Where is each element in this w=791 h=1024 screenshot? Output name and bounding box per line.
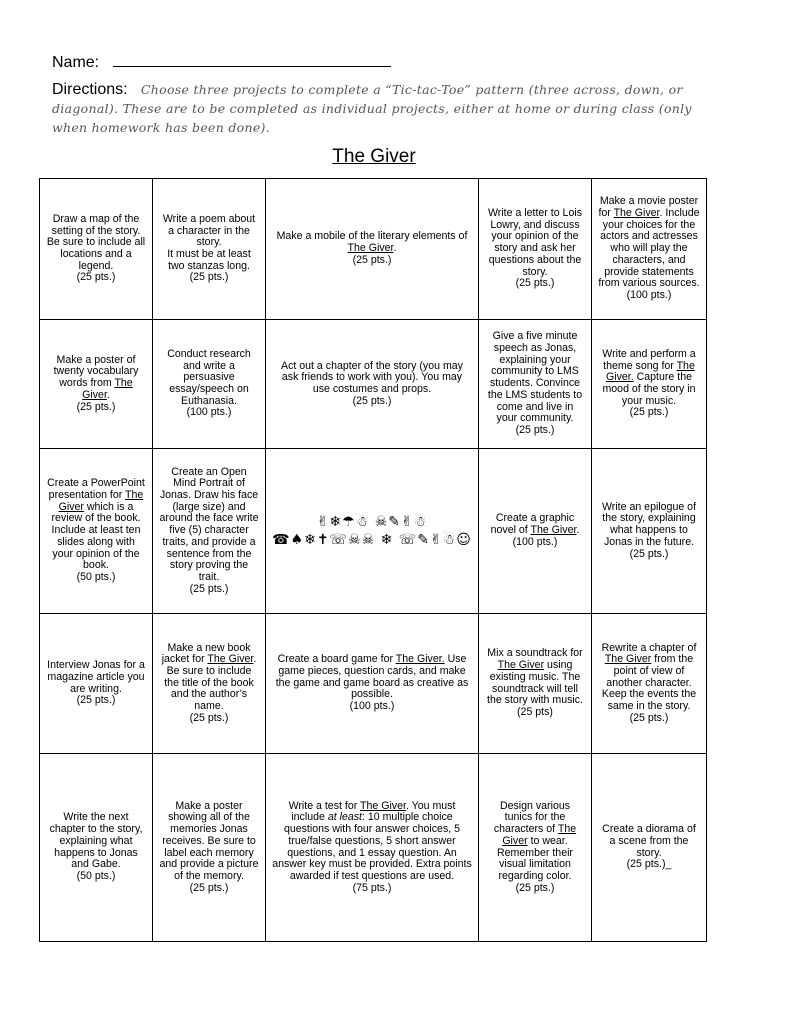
grid-cell-r2-c2 — [153, 320, 266, 449]
book-title-text: The Giver — [530, 524, 577, 537]
grid-cell-r2-c4 — [479, 320, 592, 449]
cell-text: (25 pts.) — [76, 400, 116, 413]
cell-text: (50 pts.) — [76, 570, 116, 583]
cell-text: (50 pts.) — [76, 869, 116, 882]
grid-cell-r1-c2 — [153, 179, 266, 320]
cell-text: Act out a chapter of the story (you may ask friends to work with you). You may use costumes and props. — [281, 359, 463, 395]
cell-text: It must be at least two stanzas long. — [167, 248, 251, 272]
grid-cell-r4-c5 — [592, 614, 707, 754]
name-label: Name: — [52, 54, 100, 71]
cell-text: ✌❄☂☃ ☠✎✌☃ — [316, 514, 428, 530]
directions-text: Choose three projects to complete a “Tic-tac-Toe” pattern (three across, down, or diagonal). These are to be completed as individual projects, either at home or during class (only when homework has been done). — [52, 82, 692, 135]
cell-text: . Include your choices for the actors and actresses who will play the characters, and provide statements from various sources. — [598, 207, 700, 290]
grid-cell-r3-c2 — [153, 449, 266, 614]
book-title-text: The Giver — [58, 489, 144, 513]
cell-text: Make a new book jacket for — [161, 641, 251, 666]
grid-cell-r5-c5 — [592, 754, 707, 942]
cell-text: Mix a soundtrack for — [487, 647, 583, 660]
cell-text: Design various tunics for the characters of — [493, 799, 571, 836]
cell-text: Create a board game for — [277, 653, 396, 666]
grid-cell-r5-c2 — [153, 754, 266, 942]
cell-text: using existing music. The soundtrack will tell the story with music. — [487, 659, 583, 707]
cell-text: Give a five minute speech as Jonas, explaining your community to LMS students. Convince the LMS students to come and live in your community. — [487, 330, 583, 425]
cell-text: Write an epilogue of the story, explaining what happens to Jonas in the future. — [601, 500, 697, 548]
cell-text: (100 pts.) — [349, 700, 395, 713]
book-title-text: The Giver — [347, 242, 394, 255]
book-title-text: The Giver — [360, 799, 406, 812]
cell-text: ☎♠❄✝☏☠☠ ❄ ☏✎✌☃☺ — [272, 532, 472, 548]
cell-text: (25 pts) — [517, 705, 553, 718]
cell-text: (100 pts.) — [626, 288, 672, 301]
grid-cell-r2-c5 — [592, 320, 707, 449]
book-title-text: The Giver — [82, 377, 133, 401]
grid-row — [40, 614, 707, 754]
grid-cell-r3-c1 — [40, 449, 153, 614]
book-title-text: The Giver — [604, 653, 652, 666]
cell-text: (25 pts.) — [515, 881, 555, 894]
tic-tac-toe-grid — [39, 178, 707, 942]
cell-text: (25 pts.) — [189, 582, 229, 595]
cell-text: . Be sure to include the title of the book and the author’s name. — [164, 653, 257, 713]
cell-text: (25 pts.) — [189, 711, 229, 724]
cell-text: (25 pts.) — [629, 711, 669, 724]
cell-text: . — [576, 524, 580, 537]
name-line[interactable] — [113, 52, 391, 67]
grid-cell-r4-c2 — [153, 614, 266, 754]
cell-text: from the point of view of another character. Keep the events the same in the story. — [601, 653, 697, 713]
book-title-text: The Giver — [207, 653, 254, 666]
book-title-text: The Giver. — [395, 653, 445, 666]
cell-text: which is a review of the book. Include at least ten slides along with your opinion of the book. — [51, 500, 141, 572]
page-title: The Giver — [332, 146, 416, 167]
cell-text: Write a poem about a character in the story. — [162, 212, 256, 249]
grid-cell-r2-c3 — [266, 320, 479, 449]
grid-cell-r4-c4 — [479, 614, 592, 754]
cell-text: (25 pts.) — [515, 423, 555, 436]
cell-text: : 10 multiple choice questions with four answer choices, 5 true/false questions, 5 short answer questions, and 1 essay question. An answer key must be provided. Extra points awarded if test questions are used. — [272, 811, 472, 882]
cell-text: Draw a map of the setting of the story. Be sure to include all locations and a legend. — [46, 212, 146, 272]
book-title-text: The Giver — [497, 659, 545, 672]
book-title-text: The Giver — [502, 823, 577, 847]
cell-text: Write and perform a theme song for — [602, 347, 696, 372]
name-row — [52, 52, 391, 72]
cell-text: at least — [327, 811, 362, 824]
grid-cell-r4-c3 — [266, 614, 479, 754]
cell-text: (25 pts.) — [515, 277, 555, 290]
grid-cell-r1-c5 — [592, 179, 707, 320]
book-title-text: The Giver. — [606, 359, 695, 384]
grid-cell-r1-c1 — [40, 179, 153, 320]
grid-cell-r5-c1 — [40, 754, 153, 942]
cell-text: (25 pts.) — [629, 406, 669, 419]
cell-text: Make a poster showing all of the memories Jonas receives. Be sure to label each memory and provide a picture of the memory. — [159, 799, 259, 882]
cell-text: Rewrite a chapter of — [601, 641, 697, 654]
grid-cell-r1-c4 — [479, 179, 592, 320]
grid-cell-r3-c5 — [592, 449, 707, 614]
cell-text: Create a graphic novel of — [490, 512, 575, 537]
cell-text: . You must include — [291, 799, 456, 824]
directions-label: Directions: — [52, 81, 128, 98]
cell-text: to wear. Remember their visual limitation regarding color. — [497, 834, 573, 882]
cell-text: (25 pts.) — [189, 271, 229, 284]
cell-text: (25 pts.) — [76, 694, 116, 707]
grid-cell-r1-c3 — [266, 179, 479, 320]
cell-text: Write a test for — [288, 799, 360, 812]
cell-text: (25 pts.) — [352, 394, 392, 407]
cell-text: Make a movie poster for — [598, 195, 699, 220]
cell-text: (25 pts.) — [629, 547, 669, 560]
cell-text: (25 pts.) — [76, 271, 116, 284]
cell-text: (100 pts.) — [512, 535, 558, 548]
cell-text: . — [106, 388, 110, 401]
cell-text: (75 pts.) — [352, 881, 392, 894]
book-title-text: The Giver — [613, 207, 660, 220]
grid-cell-r5-c4 — [479, 754, 592, 942]
grid-cell-r3-c3 — [266, 449, 479, 614]
cell-text: (100 pts.) — [186, 406, 232, 419]
cell-text: Create a diorama of a scene from the story. — [602, 823, 696, 859]
cell-text: Write the next chapter to the story, explaining what happens to Jonas and Gabe. — [49, 811, 143, 871]
cell-text: Create an Open Mind Portrait of Jonas. Draw his face (large size) and around the face write five (5) character traits, and provide a sentence from the story proving the trait. — [159, 465, 259, 583]
directions — [52, 80, 702, 137]
grid-cell-r3-c4 — [479, 449, 592, 614]
cell-text: Make a mobile of the literary elements of — [276, 230, 468, 243]
cell-text: (25 pts.) — [352, 253, 392, 266]
cell-text: Write a letter to Lois Lowry, and discuss your opinion of the story and ask her questions about the story. — [487, 207, 582, 278]
grid-row — [40, 449, 707, 614]
cell-text: (25 pts.) — [189, 881, 229, 894]
cell-text: Make a poster of twenty vocabulary words from — [53, 353, 139, 390]
grid-row — [40, 179, 707, 320]
grid-row — [40, 320, 707, 449]
cell-text: . — [393, 242, 397, 255]
cell-text: Capture the mood of the story in your music. — [602, 371, 696, 407]
cell-text: (25 pts.)_ — [626, 858, 672, 871]
grid-cell-r2-c1 — [40, 320, 153, 449]
cell-text: Interview Jonas for a magazine article you are writing. — [47, 659, 145, 695]
grid-row — [40, 754, 707, 942]
cell-text: Use game pieces, question cards, and make the game and game board as creative as possible. — [275, 653, 469, 701]
grid-cell-r5-c3 — [266, 754, 479, 942]
cell-text: Conduct research and write a persuasive essay/speech on Euthanasia. — [167, 347, 251, 407]
cell-text: Create a PowerPoint presentation for — [47, 477, 145, 502]
grid-cell-r4-c1 — [40, 614, 153, 754]
